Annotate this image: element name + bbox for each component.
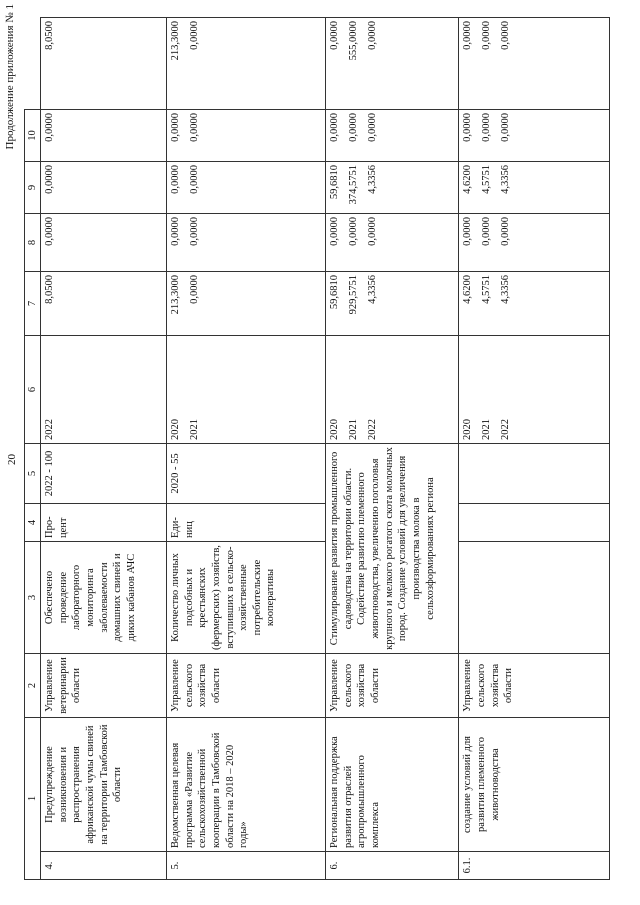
- merged-indicator-text: Стимулирование развития промышленного садоводства на территории области. Содействие развитию племенного животноводства, увеличению поголовья крупного и мелкого рогатого скота молочных пород. Создание условий для увеличения производства молока в сельхозформированиях региона: [326, 444, 459, 654]
- value: 59,6810: [329, 275, 341, 310]
- col-6-values: [459, 272, 610, 336]
- event-name: создание условий для развития племенного животноводства: [459, 718, 610, 852]
- col-6-values: [326, 272, 459, 336]
- value: 213,3000: [169, 21, 181, 61]
- value: 0,0000: [481, 217, 493, 246]
- col-10-values: [41, 18, 167, 110]
- value: 4,5751: [481, 165, 493, 194]
- col-9-values: [326, 110, 459, 162]
- indicator-name: [459, 542, 610, 654]
- col-9-values: [41, 110, 167, 162]
- value: 0,0000: [367, 21, 379, 50]
- table-row: [459, 18, 610, 880]
- col-8-values: [326, 162, 459, 214]
- value: 0,0000: [169, 113, 181, 142]
- indicator-unit: [459, 504, 610, 542]
- value: 0,0000: [367, 217, 379, 246]
- page-number: 20: [6, 454, 18, 465]
- value: 4,6200: [462, 165, 474, 194]
- col-9-values: [459, 110, 610, 162]
- years: [326, 336, 459, 444]
- year: 2020: [462, 419, 474, 440]
- value: 0,0000: [188, 217, 200, 246]
- event-name: Предупреждение возникновения и распространения африканской чумы свиней на территории Тамбовской области: [41, 718, 167, 852]
- value: 0,0000: [188, 275, 200, 304]
- header-col-4: 4: [25, 504, 41, 542]
- row-number: 5.: [166, 852, 325, 880]
- program-table: [24, 17, 610, 880]
- value: 0,0000: [44, 113, 56, 142]
- header-col-6: 6: [25, 336, 41, 444]
- year: 2021: [188, 419, 200, 440]
- col-7-values: [326, 214, 459, 272]
- year: 2020: [169, 419, 181, 440]
- col-7-values: [166, 214, 325, 272]
- value: 4,6200: [462, 275, 474, 304]
- col-9-values: [166, 110, 325, 162]
- col-7-values: [459, 214, 610, 272]
- executor: Управление ветеринарии области: [41, 654, 167, 718]
- value: 0,0000: [367, 113, 379, 142]
- value: 0,0000: [500, 21, 512, 50]
- value: 0,0000: [481, 21, 493, 50]
- value: 8,0500: [44, 21, 56, 50]
- indicator-name: Обеспечено проведение лабораторного мониторинга заболеваемости домашних свиней и диких кабанов АЧС: [41, 542, 167, 654]
- value: 0,0000: [44, 165, 56, 194]
- value: 0,0000: [329, 21, 341, 50]
- header-col-9: 9: [25, 162, 41, 214]
- value: 0,0000: [188, 113, 200, 142]
- header-col-10: 10: [25, 110, 41, 162]
- value: 0,0000: [348, 113, 360, 142]
- event-name: Ведомственная целевая программа «Развитие сельскохозяйственной кооперации в Тамбовской области на 2018 – 2020 годы»: [166, 718, 325, 852]
- col-6-values: [41, 272, 167, 336]
- col-8-values: [459, 162, 610, 214]
- years: [459, 336, 610, 444]
- value: 0,0000: [462, 113, 474, 142]
- indicator-name: Количество личных подсобных и крестьянских (фермерских) хозяйств, вступивших в сельско-хозяйственные потребительские кооперативы: [166, 542, 325, 654]
- header-col-2: 2: [25, 654, 41, 718]
- value: 4,5751: [481, 275, 493, 304]
- value: 0,0000: [329, 113, 341, 142]
- header-col-1: 1: [25, 718, 41, 880]
- table-row: [326, 18, 459, 880]
- years: [166, 336, 325, 444]
- value: 8,0500: [44, 275, 56, 304]
- table-row: [166, 18, 325, 880]
- value: 929,5751: [348, 275, 360, 315]
- value: 0,0000: [462, 217, 474, 246]
- value: 0,0000: [169, 165, 181, 194]
- value: 374,5751: [348, 165, 360, 205]
- col-8-values: [41, 162, 167, 214]
- value: 0,0000: [500, 217, 512, 246]
- indicator-unit: Про-цент: [41, 504, 167, 542]
- year: 2022: [500, 419, 512, 440]
- value: 0,0000: [188, 165, 200, 194]
- row-number: 6.: [326, 852, 459, 880]
- appendix-continuation-label: Продолжение приложения № 1: [4, 4, 16, 150]
- col-7-values: [41, 214, 167, 272]
- row-number: 6.1.: [459, 852, 610, 880]
- year: 2021: [481, 419, 493, 440]
- value: 555,0000: [348, 21, 360, 61]
- header-col-3: 3: [25, 542, 41, 654]
- indicator-target: [459, 444, 610, 504]
- indicator-target: 2022 - 100: [41, 444, 167, 504]
- year: 2021: [348, 419, 360, 440]
- year: 2022: [44, 419, 56, 440]
- value: 59,6810: [329, 165, 341, 200]
- value: 0,0000: [500, 113, 512, 142]
- executor: Управление сельского хозяйства области: [326, 654, 459, 718]
- value: 0,0000: [348, 217, 360, 246]
- value: 4,3356: [367, 275, 379, 304]
- col-10-values: [166, 18, 325, 110]
- executor: Управление сельского хозяйства области: [166, 654, 325, 718]
- event-name: Региональная поддержка развития отраслей агропромышленного комплекса: [326, 718, 459, 852]
- year: 2020: [329, 419, 341, 440]
- value: 4,3356: [500, 275, 512, 304]
- header-row: [25, 18, 41, 880]
- header-col-8: 8: [25, 214, 41, 272]
- indicator-unit: Еди-ниц: [166, 504, 325, 542]
- header-col-7: 7: [25, 272, 41, 336]
- value: 4,3356: [367, 165, 379, 194]
- executor: Управление сельского хозяйства области: [459, 654, 610, 718]
- indicator-target: 2020 - 55: [166, 444, 325, 504]
- value: 0,0000: [44, 217, 56, 246]
- col-10-values: [459, 18, 610, 110]
- year: 2022: [367, 419, 379, 440]
- row-number: 4.: [41, 852, 167, 880]
- header-col-5: 5: [25, 444, 41, 504]
- years: [41, 336, 167, 444]
- value: 0,0000: [169, 217, 181, 246]
- value: 0,0000: [481, 113, 493, 142]
- value: 0,0000: [329, 217, 341, 246]
- table-row: [41, 18, 167, 880]
- value: 213,3000: [169, 275, 181, 315]
- value: 0,0000: [188, 21, 200, 50]
- value: 4,3356: [500, 165, 512, 194]
- col-8-values: [166, 162, 325, 214]
- col-6-values: [166, 272, 325, 336]
- col-10-values: [326, 18, 459, 110]
- value: 0,0000: [462, 21, 474, 50]
